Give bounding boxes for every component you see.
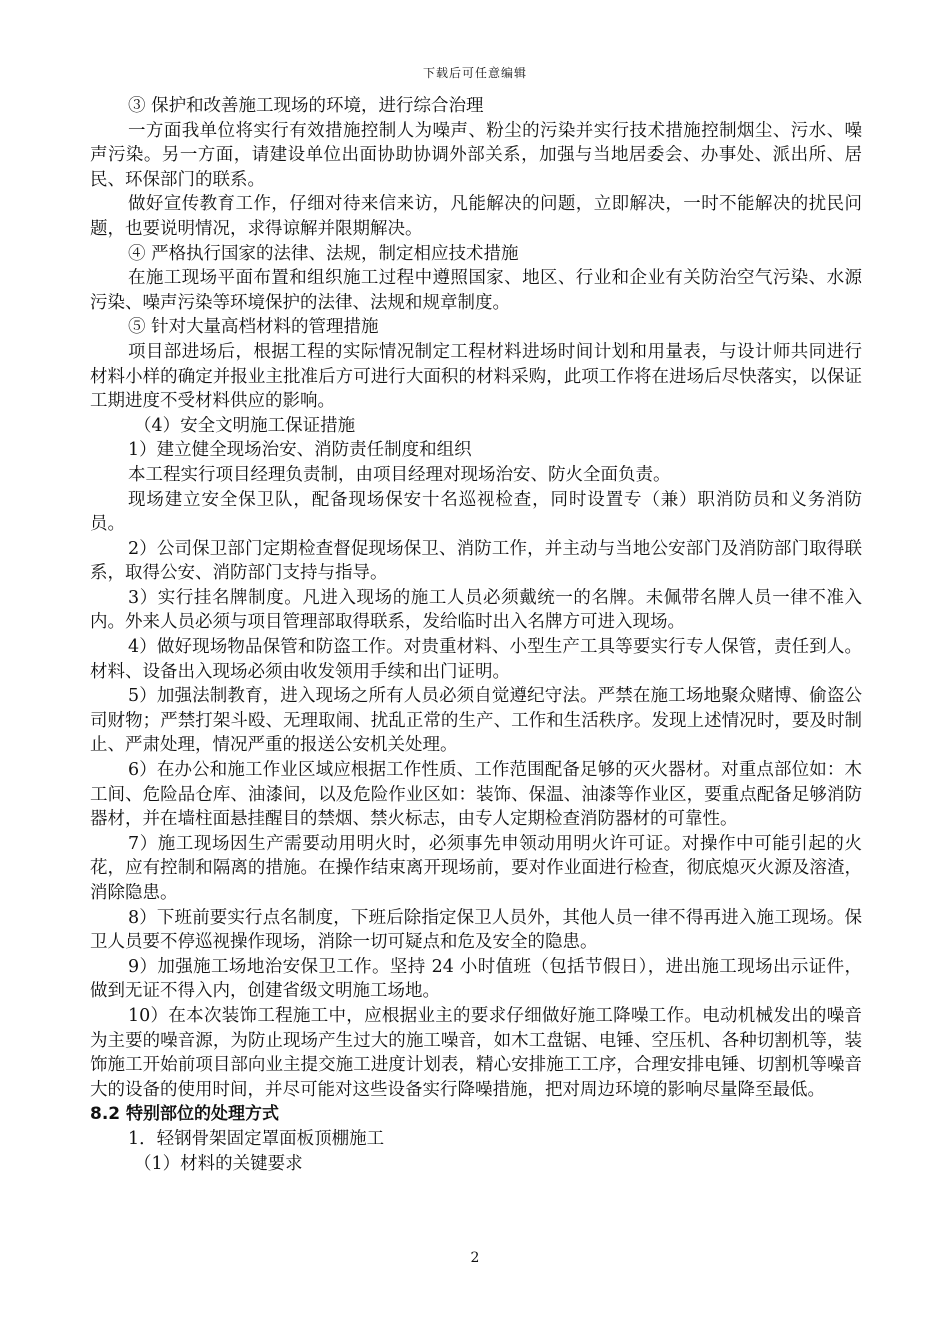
paragraph: 3）实行挂名牌制度。凡进入现场的施工人员必须戴统一的名牌。未佩带名牌人员一律不准入内。外来人员必须与项目管理部取得联系，发给临时出入名牌方可进入现场。 <box>90 587 862 633</box>
paragraph: 10）在本次装饰工程施工中，应根据业主的要求仔细做好施工降噪工作。电动机械发出的噪音为主要的噪音源，为防止现场产生过大的施工噪音，如木工盘锯、电锤、空压机、各种切割机等，装饰施工开始前项目部向业主提交施工进度计划表，精心安排施工工序，合理安排电锤、切割机等噪音大的设备的使用时间，并尽可能对这些设备实行降噪措施，把对周边环境的影响尽量降至最低。 <box>90 1005 862 1100</box>
paragraph: 一方面我单位将实行有效措施控制人为噪声、粉尘的污染并实行技术措施控制烟尘、污水、噪声污染。另一方面，请建设单位出面协助协调外部关系，加强与当地居委会、办事处、派出所、居民、环保部门的联系。 <box>90 120 862 190</box>
paragraph: 1）建立健全现场治安、消防责任制度和组织 <box>128 440 472 461</box>
subsection-heading: （1）材料的关键要求 <box>134 1153 303 1174</box>
document-body <box>90 94 862 1176</box>
paragraph: ⑤ 针对大量高档材料的管理措施 <box>128 317 379 338</box>
paragraph: 6）在办公和施工作业区域应根据工作性质、工作范围配备足够的灭火器材。对重点部位如：木工间、危险品仓库、油漆间，以及危险作业区如：装饰、保温、油漆等作业区，要重点配备足够消防器材，并在墙柱面悬挂醒目的禁烟、禁火标志，由专人定期检查消防器材的可靠性。 <box>90 760 862 830</box>
paragraph: 1．轻钢骨架固定罩面板顶棚施工 <box>128 1128 385 1149</box>
paragraph: 9）加强施工场地治安保卫工作。坚持 24 小时值班（包括节假日），进出施工现场出示证件，做到无证不得入内，创建省级文明施工场地。 <box>90 956 862 1002</box>
paragraph: 4）做好现场物品保管和防盗工作。对贵重材料、小型生产工具等要实行专人保管，责任到人。材料、设备出入现场必须由收发领用手续和出门证明。 <box>90 637 862 682</box>
page-header: 下载后可任意编辑 <box>422 66 527 80</box>
page-number: 2 <box>470 1250 480 1266</box>
paragraph: 5）加强法制教育，进入现场之所有人员必须自觉遵纪守法。严禁在施工场地聚众赌博、偷盗公司财物；严禁打架斗殴、无理取闹、扰乱正常的生产、工作和生活秩序。发现上述情况时，要及时制止、严肃处理，情况严重的报送公安机关处理。 <box>90 686 862 756</box>
paragraph: 8）下班前要实行点名制度，下班后除指定保卫人员外，其他人员一律不得再进入施工现场。保卫人员要不停巡视操作现场，消除一切可疑点和危及安全的隐患。 <box>90 907 862 953</box>
paragraph: 在施工现场平面布置和组织施工过程中遵照国家、地区、行业和企业有关防治空气污染、水源污染、噪声污染等环境保护的法律、法规和规章制度。 <box>90 268 862 313</box>
section-heading: 8.2 特别部位的处理方式 <box>90 1104 280 1125</box>
paragraph: 本工程实行项目经理负责制，由项目经理对现场治安、防火全面负责。 <box>128 464 671 485</box>
paragraph: 做好宣传教育工作，仔细对待来信来访，凡能解决的问题，立即解决，一时不能解决的扰民问题，也要说明情况，求得谅解并限期解决。 <box>90 194 862 239</box>
paragraph: 2）公司保卫部门定期检查督促现场保卫、消防工作，并主动与当地公安部门及消防部门取得联系，取得公安、消防部门支持与指导。 <box>90 538 862 584</box>
paragraph: 7）施工现场因生产需要动用明火时，必须事先申领动用明火许可证。对操作中可能引起的火花，应有控制和隔离的措施。在操作结束离开现场前，要对作业面进行检查，彻底熄灭火源及溶渣，消除隐患。 <box>90 833 862 903</box>
paragraph: 现场建立安全保卫队，配备现场保安十名巡视检查，同时设置专（兼）职消防员和义务消防员。 <box>90 489 862 535</box>
paragraph: ③ 保护和改善施工现场的环境，进行综合治理 <box>128 96 484 116</box>
subsection-heading: （4）安全文明施工保证措施 <box>134 415 356 436</box>
paragraph: 项目部进场后，根据工程的实际情况制定工程材料进场时间计划和用量表，与设计师共同进行材料小样的确定并报业主批准后方可进行大面积的材料采购，此项工作将在进场后尽快落实，以保证工期进度不受材料供应的影响。 <box>90 341 862 412</box>
paragraph: ④ 严格执行国家的法律、法规，制定相应技术措施 <box>128 243 519 264</box>
